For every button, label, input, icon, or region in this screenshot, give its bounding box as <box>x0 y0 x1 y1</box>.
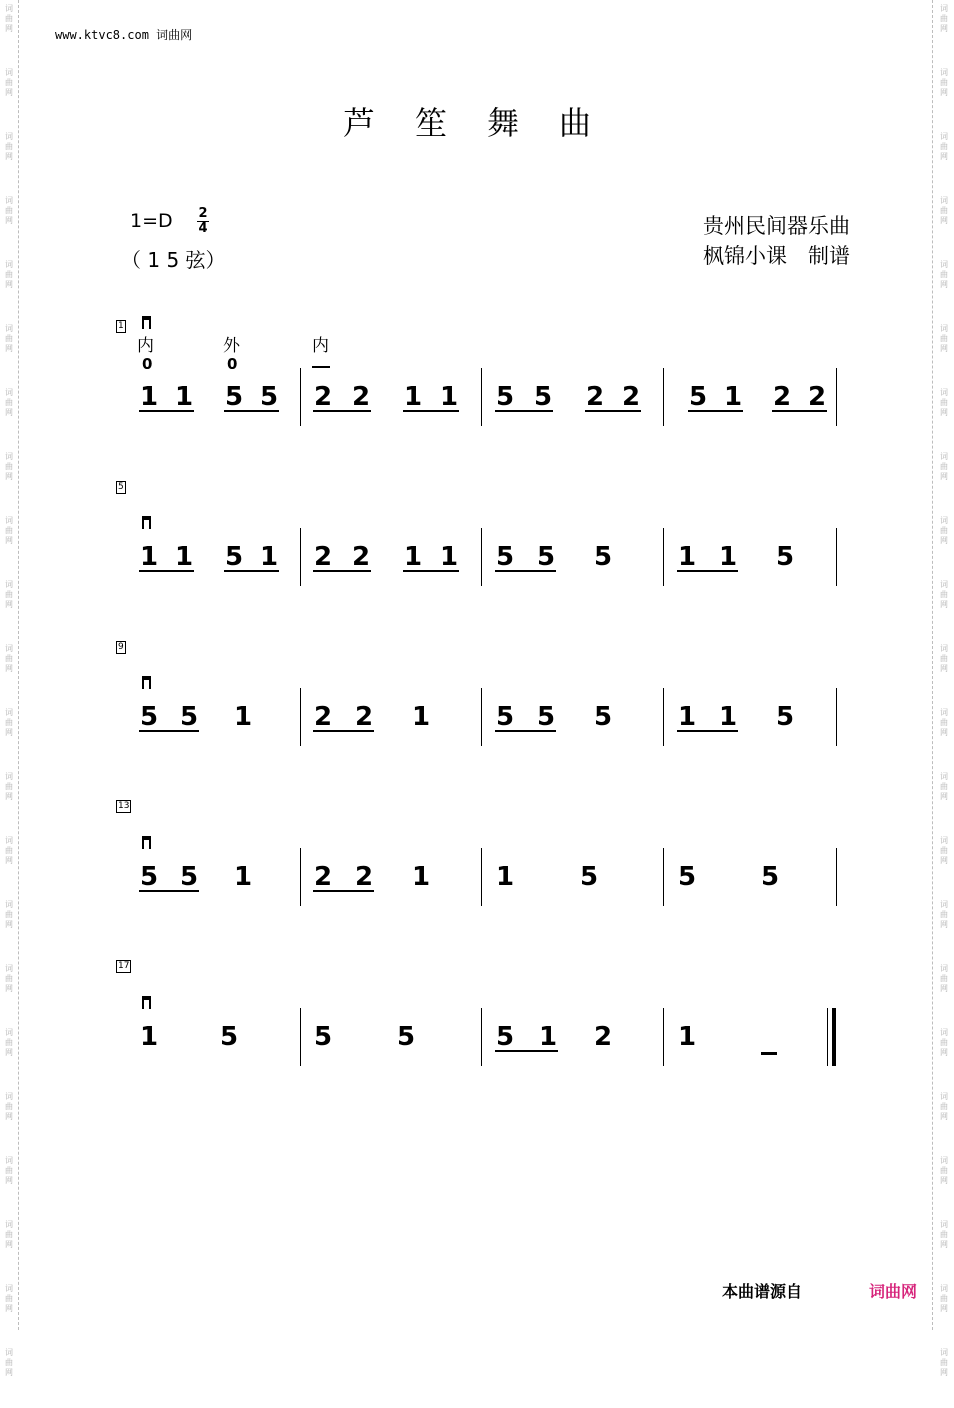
barline <box>663 688 664 746</box>
note: 1 <box>234 862 253 892</box>
note: 5 <box>140 862 159 892</box>
barline <box>663 368 664 426</box>
site-url-text[interactable]: www.ktvc8.com <box>55 28 149 42</box>
note: 2 <box>808 382 827 412</box>
margin-watermark-glyph: 词 曲 网 <box>5 196 13 225</box>
margin-watermark-glyph: 词 曲 网 <box>5 324 13 353</box>
note: 2 <box>355 702 374 732</box>
margin-watermark-glyph: 词 曲 网 <box>940 644 948 673</box>
margin-watermark-glyph: 词 曲 网 <box>5 260 13 289</box>
note: 1 <box>440 382 459 412</box>
margin-watermark-glyph: 词 曲 网 <box>940 324 948 353</box>
note: 1 <box>234 702 253 732</box>
barline <box>481 848 482 906</box>
note: 5 <box>314 1022 333 1052</box>
down-bow-icon <box>142 996 151 1009</box>
note: 1 <box>440 542 459 572</box>
margin-watermark-glyph: 词 曲 网 <box>5 772 13 801</box>
note: 5 <box>594 542 613 572</box>
eighth-beam <box>139 410 194 412</box>
eighth-beam <box>313 410 371 412</box>
note: 1 <box>175 382 194 412</box>
barline <box>481 688 482 746</box>
note: 5 <box>537 542 556 572</box>
margin-watermark-glyph: 词 曲 网 <box>940 1348 948 1377</box>
note: 1 <box>404 542 423 572</box>
margin-watermark-glyph: 词 曲 网 <box>5 836 13 865</box>
eighth-beam <box>772 410 827 412</box>
margin-watermark-glyph: 词 曲 网 <box>5 1028 13 1057</box>
first-finger-mark <box>312 366 330 368</box>
down-bow-icon <box>142 316 151 329</box>
barline <box>836 848 837 906</box>
note: 5 <box>397 1022 416 1052</box>
margin-watermark-glyph: 词 曲 网 <box>5 1284 13 1313</box>
barline <box>663 1008 664 1066</box>
margin-watermark-glyph: 词 曲 网 <box>940 452 948 481</box>
eighth-beam <box>139 730 199 732</box>
barline <box>836 528 837 586</box>
note: 1 <box>175 542 194 572</box>
note: 5 <box>761 862 780 892</box>
note: 1 <box>404 382 423 412</box>
margin-watermark-glyph: 词 曲 网 <box>940 68 948 97</box>
hint-inner-2: 内 <box>312 336 329 356</box>
site-name: 词曲网 <box>156 28 193 42</box>
measure-number: 13 <box>118 801 130 811</box>
margin-watermark-glyph: 词 曲 网 <box>5 388 13 417</box>
note: 1 <box>719 702 738 732</box>
eighth-beam <box>495 410 553 412</box>
margin-watermark-glyph: 词 曲 网 <box>940 580 948 609</box>
note: 5 <box>534 382 553 412</box>
down-bow-icon <box>142 836 151 849</box>
note: 5 <box>496 382 515 412</box>
open-string-mark: 0 <box>227 355 238 373</box>
note: 5 <box>225 542 244 572</box>
time-sig-bottom: 4 <box>198 221 208 236</box>
down-bow-icon <box>142 676 151 689</box>
margin-watermark-glyph: 词 曲 网 <box>940 836 948 865</box>
eighth-beam <box>313 730 374 732</box>
note: 1 <box>412 862 431 892</box>
barline <box>836 688 837 746</box>
note: 5 <box>140 702 159 732</box>
hint-inner: 内 <box>137 336 154 356</box>
left-margin-line <box>18 0 19 1330</box>
eighth-beam <box>677 730 738 732</box>
margin-watermark-glyph: 词 曲 网 <box>5 1092 13 1121</box>
margin-watermark-glyph: 词 曲 网 <box>940 1092 948 1121</box>
margin-watermark-glyph: 词 曲 网 <box>940 196 948 225</box>
note: 2 <box>314 702 333 732</box>
note: 1 <box>678 542 697 572</box>
measure-number: 17 <box>118 961 130 971</box>
final-barline <box>832 1008 836 1066</box>
note: 2 <box>352 542 371 572</box>
hint-outer: 外 <box>223 336 240 356</box>
note: 1 <box>678 702 697 732</box>
margin-watermark-glyph: 词 曲 网 <box>940 4 948 33</box>
margin-watermark-glyph: 词 曲 网 <box>5 1348 13 1377</box>
note: 2 <box>594 1022 613 1052</box>
open-string-mark: 0 <box>142 355 153 373</box>
note: 2 <box>314 862 333 892</box>
eighth-beam <box>403 410 459 412</box>
margin-watermark-glyph: 词 曲 网 <box>940 132 948 161</box>
note: 2 <box>314 542 333 572</box>
margin-watermark-glyph: 词 曲 网 <box>940 900 948 929</box>
right-margin-watermark <box>937 0 951 1377</box>
measure-number: 1 <box>118 321 124 331</box>
margin-watermark-glyph: 词 曲 网 <box>5 516 13 545</box>
margin-watermark-glyph: 词 曲 网 <box>5 1156 13 1185</box>
barline <box>481 368 482 426</box>
note: 1 <box>719 542 738 572</box>
note: 5 <box>180 862 199 892</box>
string-tuning: （ 1 5 弦） <box>121 248 226 272</box>
note: 1 <box>724 382 743 412</box>
barline <box>300 688 301 746</box>
barline <box>663 528 664 586</box>
measure-number: 9 <box>118 642 124 652</box>
note: 5 <box>496 542 515 572</box>
note: 2 <box>352 382 371 412</box>
note: 1 <box>539 1022 558 1052</box>
score-title: 芦笙舞曲 <box>342 104 631 142</box>
barline <box>481 1008 482 1066</box>
left-margin-watermark <box>2 0 16 1377</box>
note: 5 <box>180 702 199 732</box>
eighth-beam <box>139 570 194 572</box>
barline <box>300 848 301 906</box>
margin-watermark-glyph: 词 曲 网 <box>940 964 948 993</box>
arranger-credit: 枫锦小课 制谱 <box>703 244 850 268</box>
note: 5 <box>225 382 244 412</box>
time-signature <box>196 207 210 236</box>
margin-watermark-glyph: 词 曲 网 <box>940 708 948 737</box>
eighth-beam <box>495 570 556 572</box>
note: 5 <box>260 382 279 412</box>
down-bow-icon <box>142 516 151 529</box>
note: 1 <box>412 702 431 732</box>
note: 5 <box>496 1022 515 1052</box>
note: 2 <box>314 382 333 412</box>
barline <box>300 368 301 426</box>
note: 1 <box>260 542 279 572</box>
note: 2 <box>355 862 374 892</box>
margin-watermark-glyph: 词 曲 网 <box>940 516 948 545</box>
margin-watermark-glyph: 词 曲 网 <box>940 1028 948 1057</box>
barline <box>300 1008 301 1066</box>
eighth-beam <box>313 570 371 572</box>
key-signature: 1=D <box>130 210 173 232</box>
margin-watermark-glyph: 词 曲 网 <box>5 644 13 673</box>
note: 5 <box>776 542 795 572</box>
note: 5 <box>220 1022 239 1052</box>
barline <box>481 528 482 586</box>
note: 5 <box>776 702 795 732</box>
note: 1 <box>140 1022 159 1052</box>
margin-watermark-glyph: 词 曲 网 <box>5 132 13 161</box>
margin-watermark-glyph: 词 曲 网 <box>940 260 948 289</box>
note: 1 <box>678 1022 697 1052</box>
margin-watermark-glyph: 词 曲 网 <box>940 1284 948 1313</box>
margin-watermark-glyph: 词 曲 网 <box>940 772 948 801</box>
footer-source-text: 本曲谱源自 <box>722 1282 803 1301</box>
margin-watermark-glyph: 词 曲 网 <box>5 708 13 737</box>
margin-watermark-glyph: 词 曲 网 <box>5 964 13 993</box>
site-url[interactable] <box>55 26 192 43</box>
final-barline-thin <box>827 1008 828 1066</box>
note: 5 <box>537 702 556 732</box>
margin-watermark-glyph: 词 曲 网 <box>940 1156 948 1185</box>
extension-dash <box>761 1052 777 1055</box>
margin-watermark-glyph: 词 曲 网 <box>5 68 13 97</box>
barline <box>300 528 301 586</box>
margin-watermark-glyph: 词 曲 网 <box>5 4 13 33</box>
margin-watermark-glyph: 词 曲 网 <box>940 388 948 417</box>
note: 5 <box>689 382 708 412</box>
margin-watermark-glyph: 词 曲 网 <box>5 900 13 929</box>
barline <box>836 368 837 426</box>
barline <box>663 848 664 906</box>
note: 2 <box>773 382 792 412</box>
composer-credit: 贵州民间器乐曲 <box>703 214 850 238</box>
eighth-beam <box>139 890 199 892</box>
note: 1 <box>140 382 159 412</box>
eighth-beam <box>585 410 641 412</box>
eighth-beam <box>688 410 743 412</box>
note: 5 <box>496 702 515 732</box>
eighth-beam <box>403 570 459 572</box>
note: 2 <box>622 382 641 412</box>
margin-watermark-glyph: 词 曲 网 <box>940 1220 948 1249</box>
eighth-beam <box>495 730 556 732</box>
note: 1 <box>140 542 159 572</box>
note: 1 <box>496 862 515 892</box>
right-margin-line <box>932 0 933 1330</box>
margin-watermark-glyph: 词 曲 网 <box>5 580 13 609</box>
measure-number: 5 <box>118 482 124 492</box>
note: 5 <box>580 862 599 892</box>
eighth-beam <box>495 1050 558 1052</box>
eighth-beam <box>224 570 279 572</box>
time-sig-top: 2 <box>198 206 208 221</box>
note: 5 <box>594 702 613 732</box>
eighth-beam <box>677 570 738 572</box>
note: 5 <box>678 862 697 892</box>
margin-watermark-glyph: 词 曲 网 <box>5 452 13 481</box>
note: 2 <box>586 382 605 412</box>
margin-watermark-glyph: 词 曲 网 <box>5 1220 13 1249</box>
eighth-beam <box>313 890 374 892</box>
eighth-beam <box>224 410 279 412</box>
footer-logo[interactable]: 词曲网 <box>869 1282 918 1301</box>
